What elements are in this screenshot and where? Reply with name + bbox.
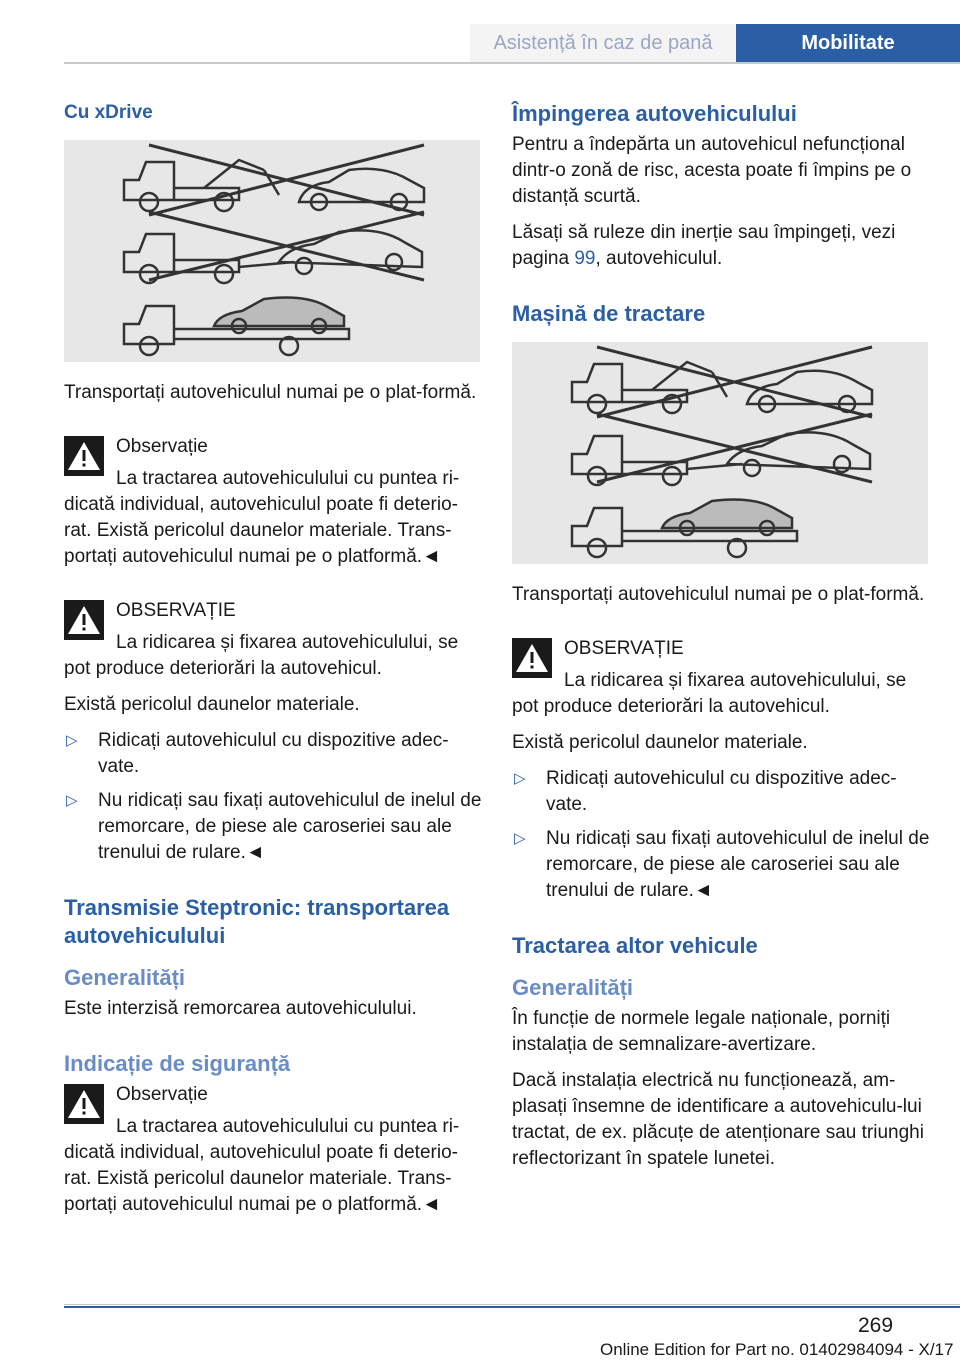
warning-body: La tractarea autovehiculului cu puntea ri-dicată individual, autovehiculul poate fi deterio-rat. Există pericolul daunelor materiale. Trans-portați autovehiculul numai pe o platformă.◄ [64,468,460,567]
warning-title: Observație [116,436,208,457]
header-rule [64,62,960,64]
roll-text: Lăsați să ruleze din inerție sau împingeți, vezi pagina 99, autovehiculul. [512,222,896,269]
heading-xdrive: Cu xDrive [64,102,153,123]
warning-body: La ridicarea și fixarea autovehiculului, se pot produce deteriorări la autovehicul. [512,670,907,717]
transport-text: Transportați autovehiculul numai pe o plat-formă. [64,382,477,403]
warning-block [512,636,930,662]
subheading-general: Generalități [64,965,186,990]
warning-title: OBSERVAȚIE [564,638,684,659]
list-item: ▷ Ridicați autovehiculul cu dispozitive adec-vate. [514,768,897,815]
general-text: Este interzisă remorcarea autovehiculului. [64,998,417,1019]
towing-illustration [512,342,928,564]
push-text: Pentru a îndepărta un autovehicul nefuncțional dintr-o zonă de risc, acesta poate fi împins pe o distanță scurtă. [512,134,912,207]
warning-triangle-icon [64,436,104,476]
right-column [512,100,930,1182]
electric-text: Dacă instalația electrică nu funcționează, am-plasați însemne de identificare a autovehiculu-lui tractat, de ex. plăcuțe de atenționare sau triunghi reflectorizant în spatele lunetei. [512,1070,924,1169]
section-tab-mobility[interactable]: Mobilitate [736,24,960,62]
page-number: 269 [858,1314,894,1337]
warning-body: La ridicarea și fixarea autovehiculului, se pot produce deteriorări la autovehicul. [64,632,459,679]
bullet-triangle-icon: ▷ [66,732,78,749]
list-item: ▷ Nu ridicați sau fixați autovehiculul de inelul de remorcare, de piese ale caroseriei sau ale trenului de rulare.◄ [514,828,930,901]
transport-text: Transportați autovehiculul numai pe o plat-formă. [512,584,925,605]
bullet-triangle-icon: ▷ [66,792,78,809]
running-header [0,0,960,62]
warning-title: OBSERVAȚIE [116,600,236,621]
chapter-tab[interactable]: Asistență în caz de pană [470,24,736,62]
subheading-general: Generalități [512,975,634,1000]
instruction-list [64,728,482,866]
warning-triangle-icon [64,1084,104,1124]
towing-illustration [64,140,480,362]
bullet-triangle-icon: ▷ [514,830,526,847]
edition-note: Online Edition for Part no. 01402984094 - X/17 [600,1340,954,1359]
warning-triangle-icon [64,600,104,640]
heading-steptronic: Transmisie Steptronic: transportarea autovehiculului [64,895,450,948]
risk-text: Există pericolul daunelor materiale. [64,694,360,715]
warning-triangle-icon [512,638,552,678]
heading-tow: Mașină de tractare [512,301,706,326]
left-column [64,100,482,1228]
heading-other-vehicles: Tractarea altor vehicule [512,933,758,958]
subheading-safety: Indicație de siguranță [64,1051,291,1076]
page-link[interactable]: 99 [574,248,596,269]
bullet-triangle-icon: ▷ [514,770,526,787]
warning-block-1 [64,434,482,460]
list-item: ▷ Nu ridicați sau fixați autovehiculul de inelul de remorcare, de piese ale caroseriei sau ale trenului de rulare.◄ [66,790,482,863]
instruction-list [512,766,930,904]
warning-body: La tractarea autovehiculului cu puntea ri-dicată individual, autovehiculul poate fi deterio-rat. Există pericolul daunelor materiale. Trans-portați autovehiculul numai pe o platformă.◄ [64,1116,460,1215]
general-text: În funcție de normele legale naționale, porniți instalația de semnalizare-avertizare. [512,1008,891,1055]
warning-title: Observație [116,1084,208,1105]
warning-block-3 [64,1082,482,1108]
footer-rule-grey [64,1304,960,1305]
footer-rule [64,1306,960,1308]
list-item: ▷ Ridicați autovehiculul cu dispozitive adec-vate. [66,730,449,777]
heading-push: Împingerea autovehiculului [512,101,797,126]
warning-block-2 [64,598,482,624]
risk-text: Există pericolul daunelor materiale. [512,732,808,753]
